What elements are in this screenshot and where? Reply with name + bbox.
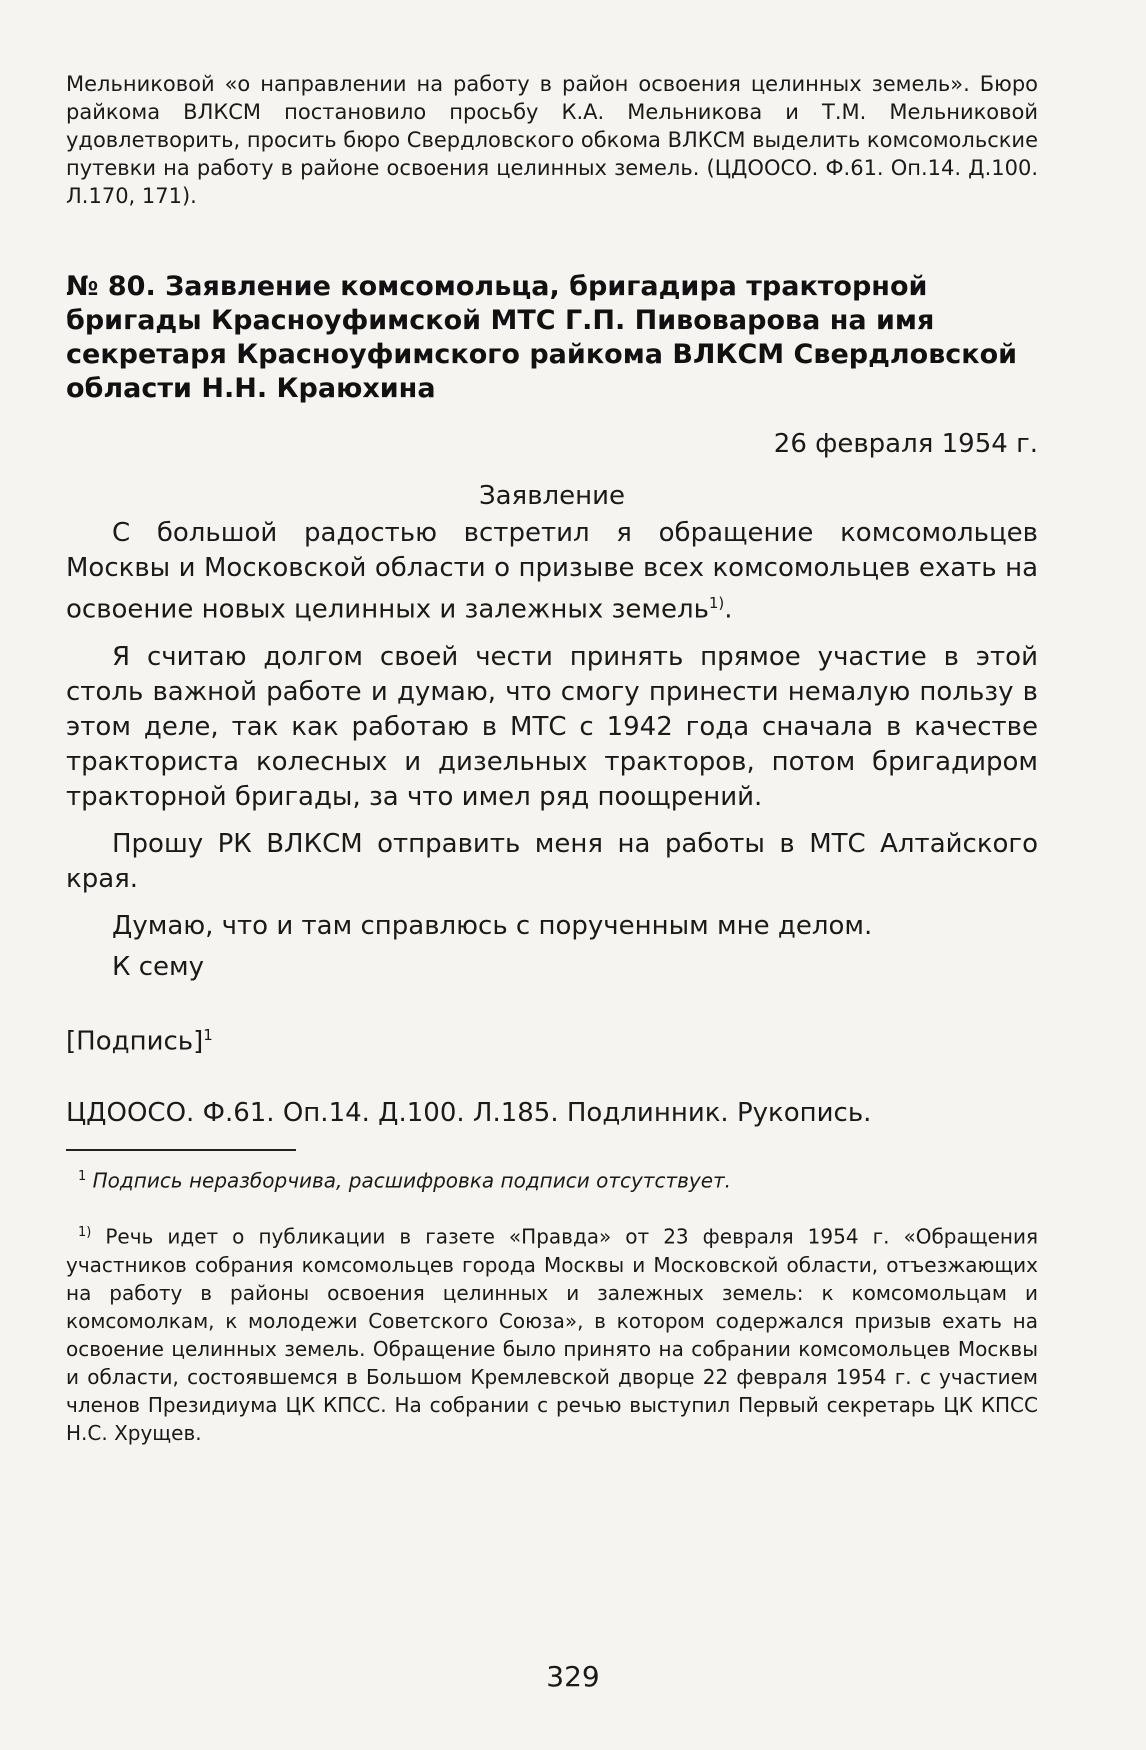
body-paragraph-1-text: С большой радостью встретил я обращение комсомольцев Москвы и Московской области о призыве всех комсомольцев ехать на освоение новых целинных и залежных земель [66,518,1038,625]
signature-text: [Подпись] [66,1026,204,1057]
archive-reference: ЦДООСО. Ф.61. Оп.14. Д.100. Л.185. Подлинник. Рукопись. [66,1098,872,1129]
footnote-ref-signature: 1 [203,1025,213,1044]
body-paragraph-1 [66,516,1038,628]
footnote-2-mark: 1) [78,1224,92,1240]
intro-paragraph: Мельниковой «о направлении на работу в район освоения целинных земель». Бюро райкома ВЛКСМ постановило просьбу К.А. Мельникова и Т.М. Мельниковой удовлетворить, просить бюро Свердловского обкома ВЛКСМ выделить комсомольские путевки на работу в районе освоения целинных земель. (ЦДООСО. Ф.61. Оп.14. Д.100. Л.170, 171). [66,72,1038,208]
footnote-1 [66,1163,1038,1195]
footnote-2-text: Речь идет о публикации в газете «Правда» от 23 февраля 1954 г. «Обращения участников собрания комсомольцев города Москвы и Московской области, отъезжающих на работу в районы освоения целинных и залежных земель: к комсомольцам и комсомолкам, к молодежи Советского Союза», в котором содержался призыв ехать на освоение целинных земель. Обращение было принято на собрании комсомольцев Москвы и области, состоявшемся в Большом Кремлевской дворце 22 февраля 1954 г. с участием членов Президиума ЦК КПСС. На собрании с речью выступил Первый секретарь ЦК КПСС Н.С. Хрущев. [66,1224,1038,1445]
footnote-1-mark: 1 [78,1169,87,1185]
signature-line [66,1017,1038,1060]
document-title: Заявление [478,481,626,511]
body-paragraph-2: Я считаю долгом своей чести принять прямое участие в этой столь важной работе и думаю, что смогу принести немалую пользу в этом деле, так как работаю в МТС с 1942 года сначала в качестве тракториста колесных и дизельных тракторов, потом бригадиром тракторной бригады, за что имел ряд поощрений. [66,641,1038,812]
footnote-ref-1: 1) [708,594,725,612]
footnote-1-text: Подпись неразборчива, расшифровка подписи отсутствует. [92,1168,732,1193]
body-paragraph-4: Думаю, что и там справлюсь с порученным мне делом. [112,910,873,941]
page-number: 329 [546,1660,600,1693]
footnote-divider [66,1149,296,1151]
closing-phrase: К сему [112,951,205,982]
document-date: 26 февраля 1954 г. [773,429,1038,459]
body-paragraph-3: Прошу РК ВЛКСМ отправить меня на работы в МТС Алтайского края. [66,828,1038,894]
body-paragraph-1-end: . [724,594,733,625]
footnote-2 [66,1219,1038,1447]
document-heading: № 80. Заявление комсомольца, бригадира тракторной бригады Красноуфимской МТС Г.П. Пивоварова на имя секретаря Красноуфимского райкома ВЛКСМ Свердловской области Н.Н. Краюхина [66,271,1018,404]
page-content [66,70,1038,1447]
